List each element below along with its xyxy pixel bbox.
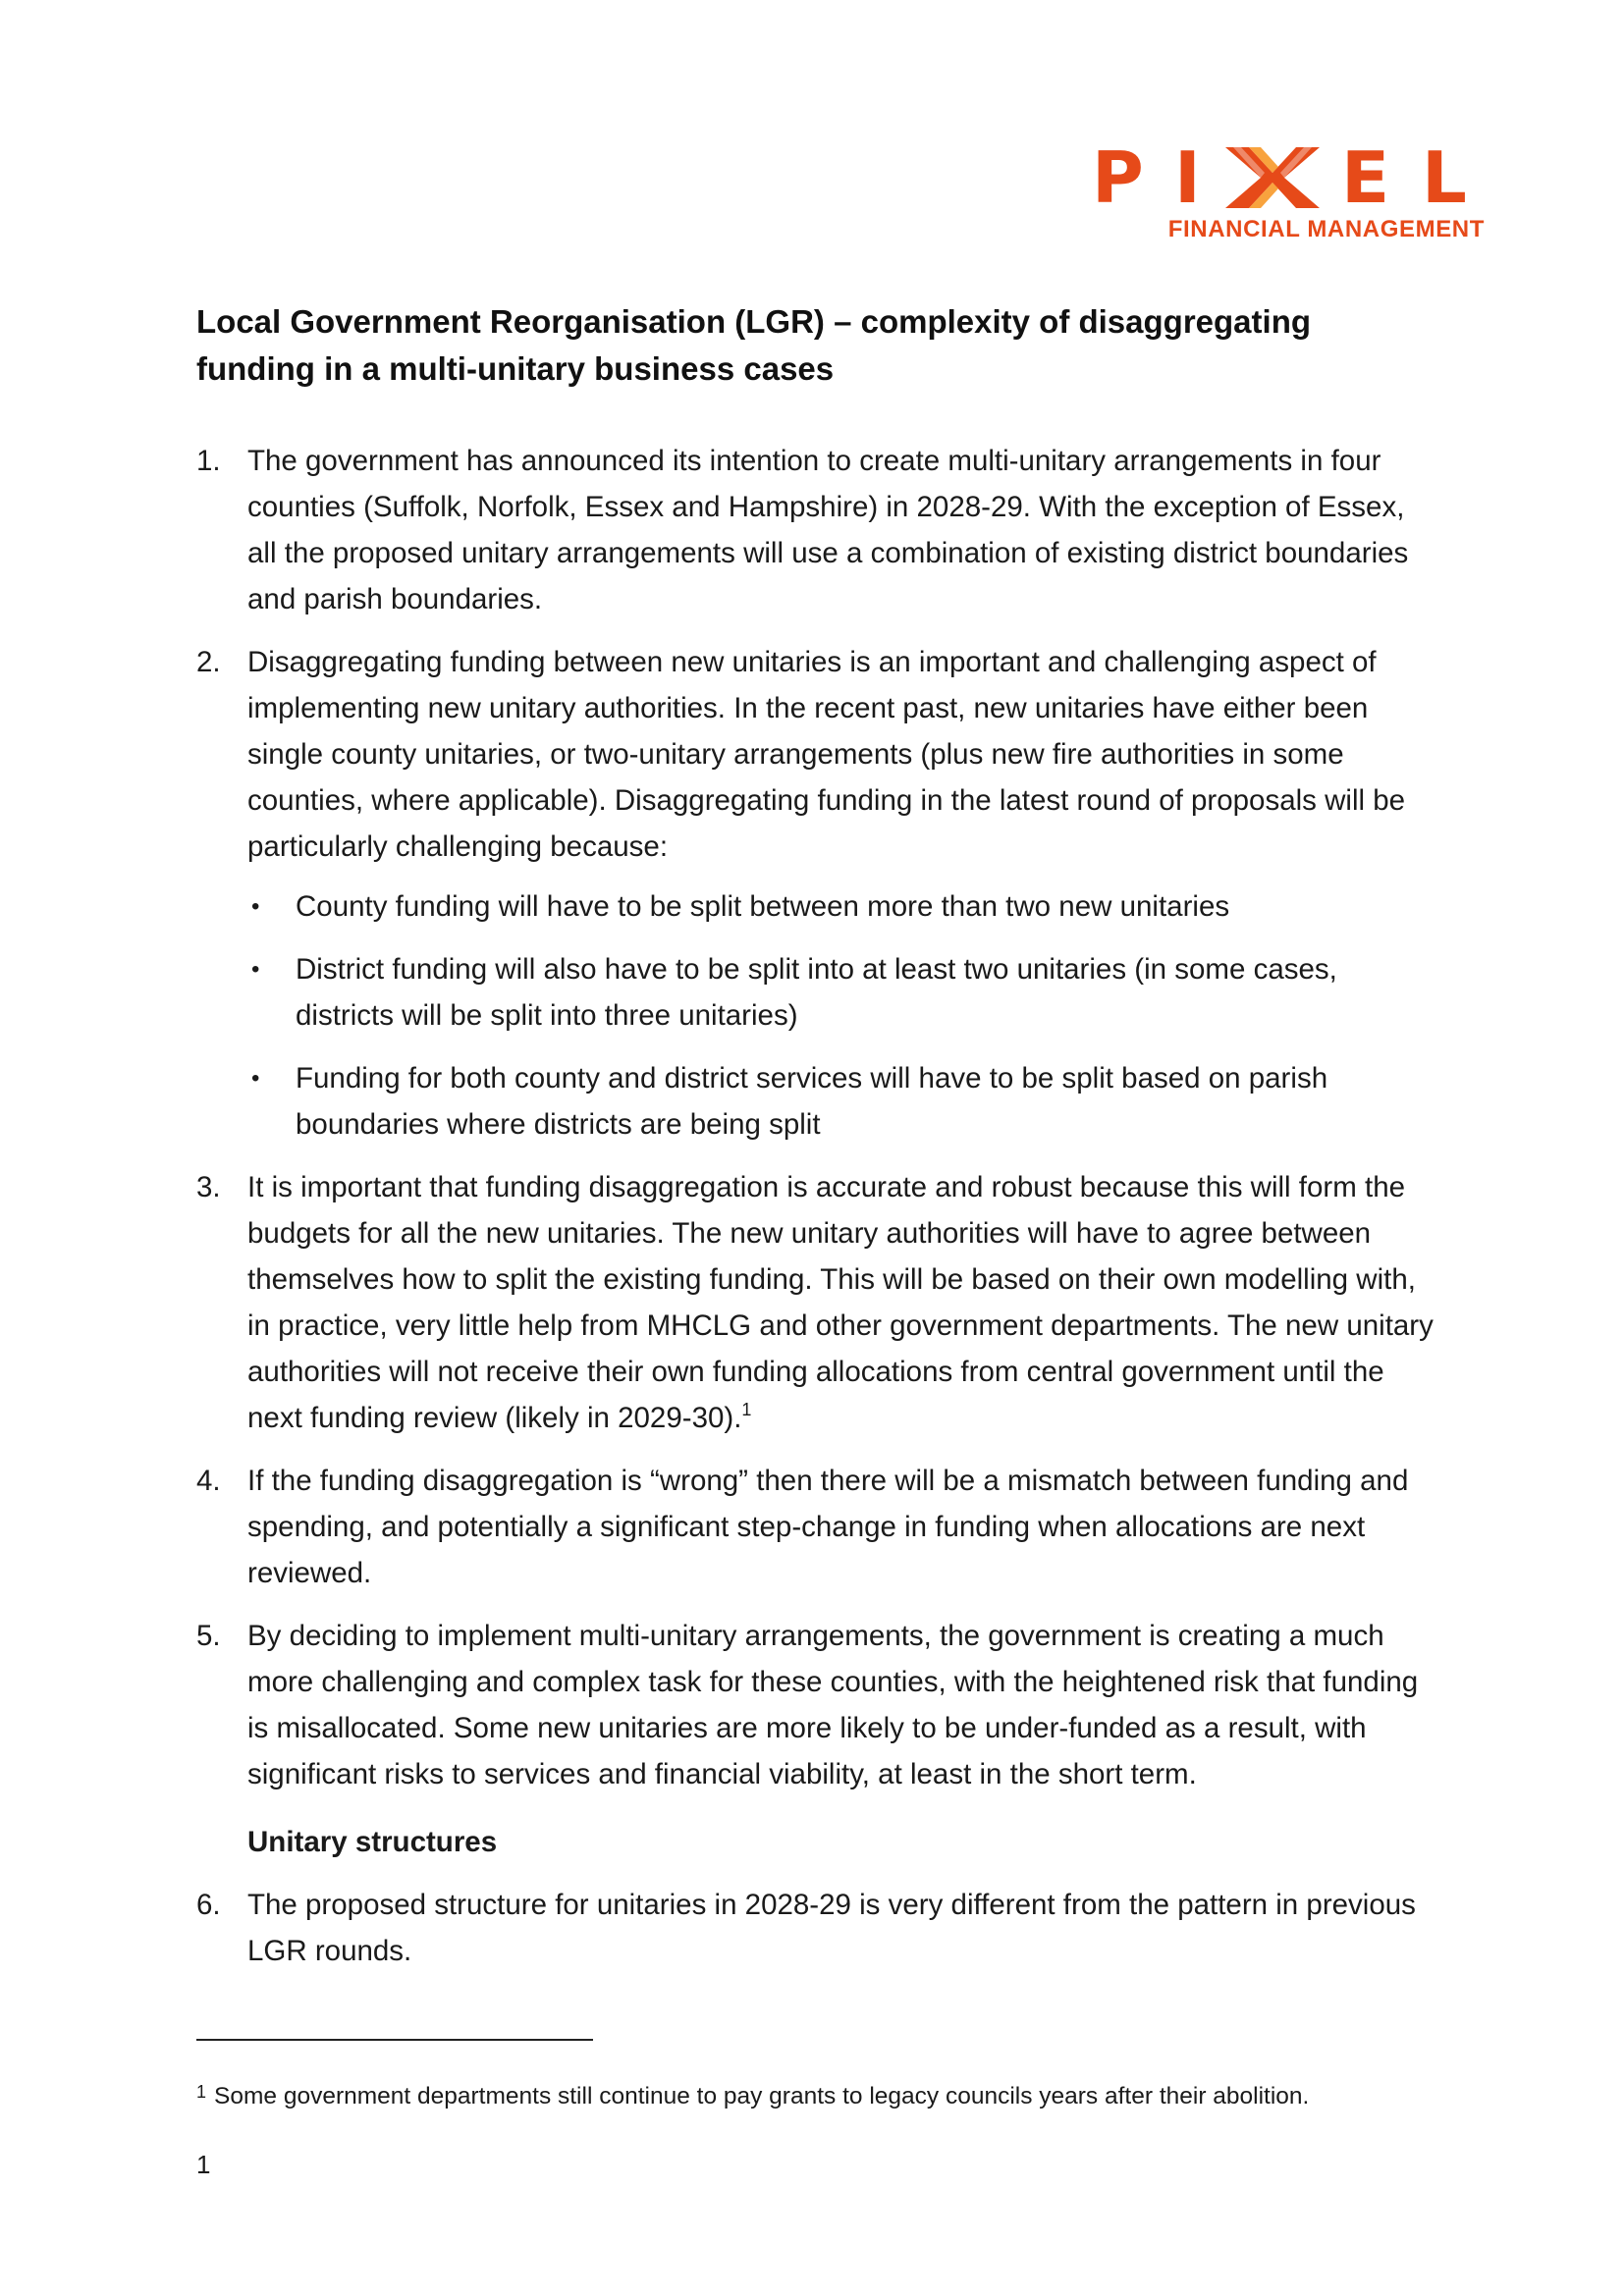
bullet-text: District funding will also have to be split into at least two unitaries (in some cases, districts will be split into three unitaries)	[296, 953, 1337, 1032]
numbered-paragraph-6	[196, 1882, 1434, 1974]
paragraph-number: 4.	[196, 1465, 221, 1497]
numbered-paragraph-4	[196, 1458, 1434, 1596]
document-title	[196, 298, 1434, 393]
logo-subtitle: FINANCIAL MANAGEMENT	[1167, 216, 1485, 242]
footnote	[196, 2077, 1473, 2111]
paragraph-text: The proposed structure for unitaries in 2028-29 is very different from the pattern in previous LGR rounds.	[247, 1889, 1416, 1967]
bullet-marker: •	[251, 893, 260, 920]
paragraph-text: The government has announced its intention to create multi-unitary arrangements in four counties (Suffolk, Norfolk, Essex and Hampshire) in 2028-29. With the exception of Essex, all the proposed unitary arrangements will use a combination of existing district boundaries and parish boundaries.	[247, 445, 1409, 615]
paragraph-number: 5.	[196, 1620, 221, 1652]
numbered-paragraph-1	[196, 438, 1434, 622]
paragraph-number: 6.	[196, 1889, 221, 1921]
title-line-1: Local Government Reorganisation (LGR) – complexity of disaggregating	[196, 303, 1312, 340]
numbered-paragraph-5	[196, 1613, 1434, 1797]
bullet-list	[245, 883, 1434, 1148]
bullet-item	[245, 883, 1434, 930]
paragraph-number: 2.	[196, 646, 221, 678]
bullet-marker: •	[251, 1065, 260, 1092]
numbered-paragraph-2	[196, 639, 1434, 870]
section-subheading: Unitary structures	[247, 1826, 498, 1858]
paragraph-number: 1.	[196, 445, 221, 477]
logo-letter-i: I	[1174, 136, 1201, 219]
bullet-text: Funding for both county and district services will have to be split based on parish boundaries where districts are being split	[296, 1062, 1328, 1141]
title-line-2: funding in a multi-unitary business cases	[196, 350, 835, 387]
paragraph-text: It is important that funding disaggregation is accurate and robust because this will form the budgets for all the new unitaries. The new unitary authorities will have to agree between themselves how to split the existing funding. This will be based on their own modelling with, in practice, very little help from MHCLG and other government departments. The new unitary authorities will not receive their own funding allocations from central government until the next funding review (likely in 2029-30).	[247, 1171, 1434, 1434]
logo-letter-e: E	[1341, 136, 1390, 219]
bullet-item	[245, 946, 1434, 1039]
logo-letter-l: L	[1422, 136, 1467, 219]
numbered-paragraph-3	[196, 1164, 1434, 1441]
paragraph-number: 3.	[196, 1171, 221, 1203]
bullet-text: County funding will have to be split between more than two new unitaries	[296, 890, 1230, 923]
footnote-marker: 1	[196, 2082, 207, 2102]
paragraph-text: If the funding disaggregation is “wrong” then there will be a mismatch between funding and spending, and potentially a significant step-change in funding when allocations are next reviewed.	[247, 1465, 1409, 1589]
pixel-x-mark-icon	[1219, 143, 1326, 212]
footnote-text: Some government departments still continue to pay grants to legacy councils years after their abolition.	[214, 2083, 1310, 2109]
document-body	[196, 438, 1434, 1991]
footnote-separator	[196, 2039, 593, 2041]
bullet-item	[245, 1055, 1434, 1148]
pixel-logo	[1092, 136, 1485, 242]
footnote-reference[interactable]: 1	[741, 1400, 752, 1419]
logo-letter-p: P	[1092, 136, 1144, 219]
page-number: 1	[196, 2150, 211, 2179]
bullet-marker: •	[251, 956, 260, 983]
paragraph-text: Disaggregating funding between new unitaries is an important and challenging aspect of implementing new unitary authorities. In the recent past, new unitaries have either been single county unitaries, or two-unitary arrangements (plus new fire authorities in some counties, where applicable). Disaggregating funding in the latest round of proposals will be particularly challenging because:	[247, 646, 1406, 863]
paragraph-text: By deciding to implement multi-unitary arrangements, the government is creating a much more challenging and complex task for these counties, with the heightened risk that funding is misallocated. Some new unitaries are more likely to be under-funded as a result, with significant risks to services and financial viability, at least in the short term.	[247, 1620, 1419, 1790]
